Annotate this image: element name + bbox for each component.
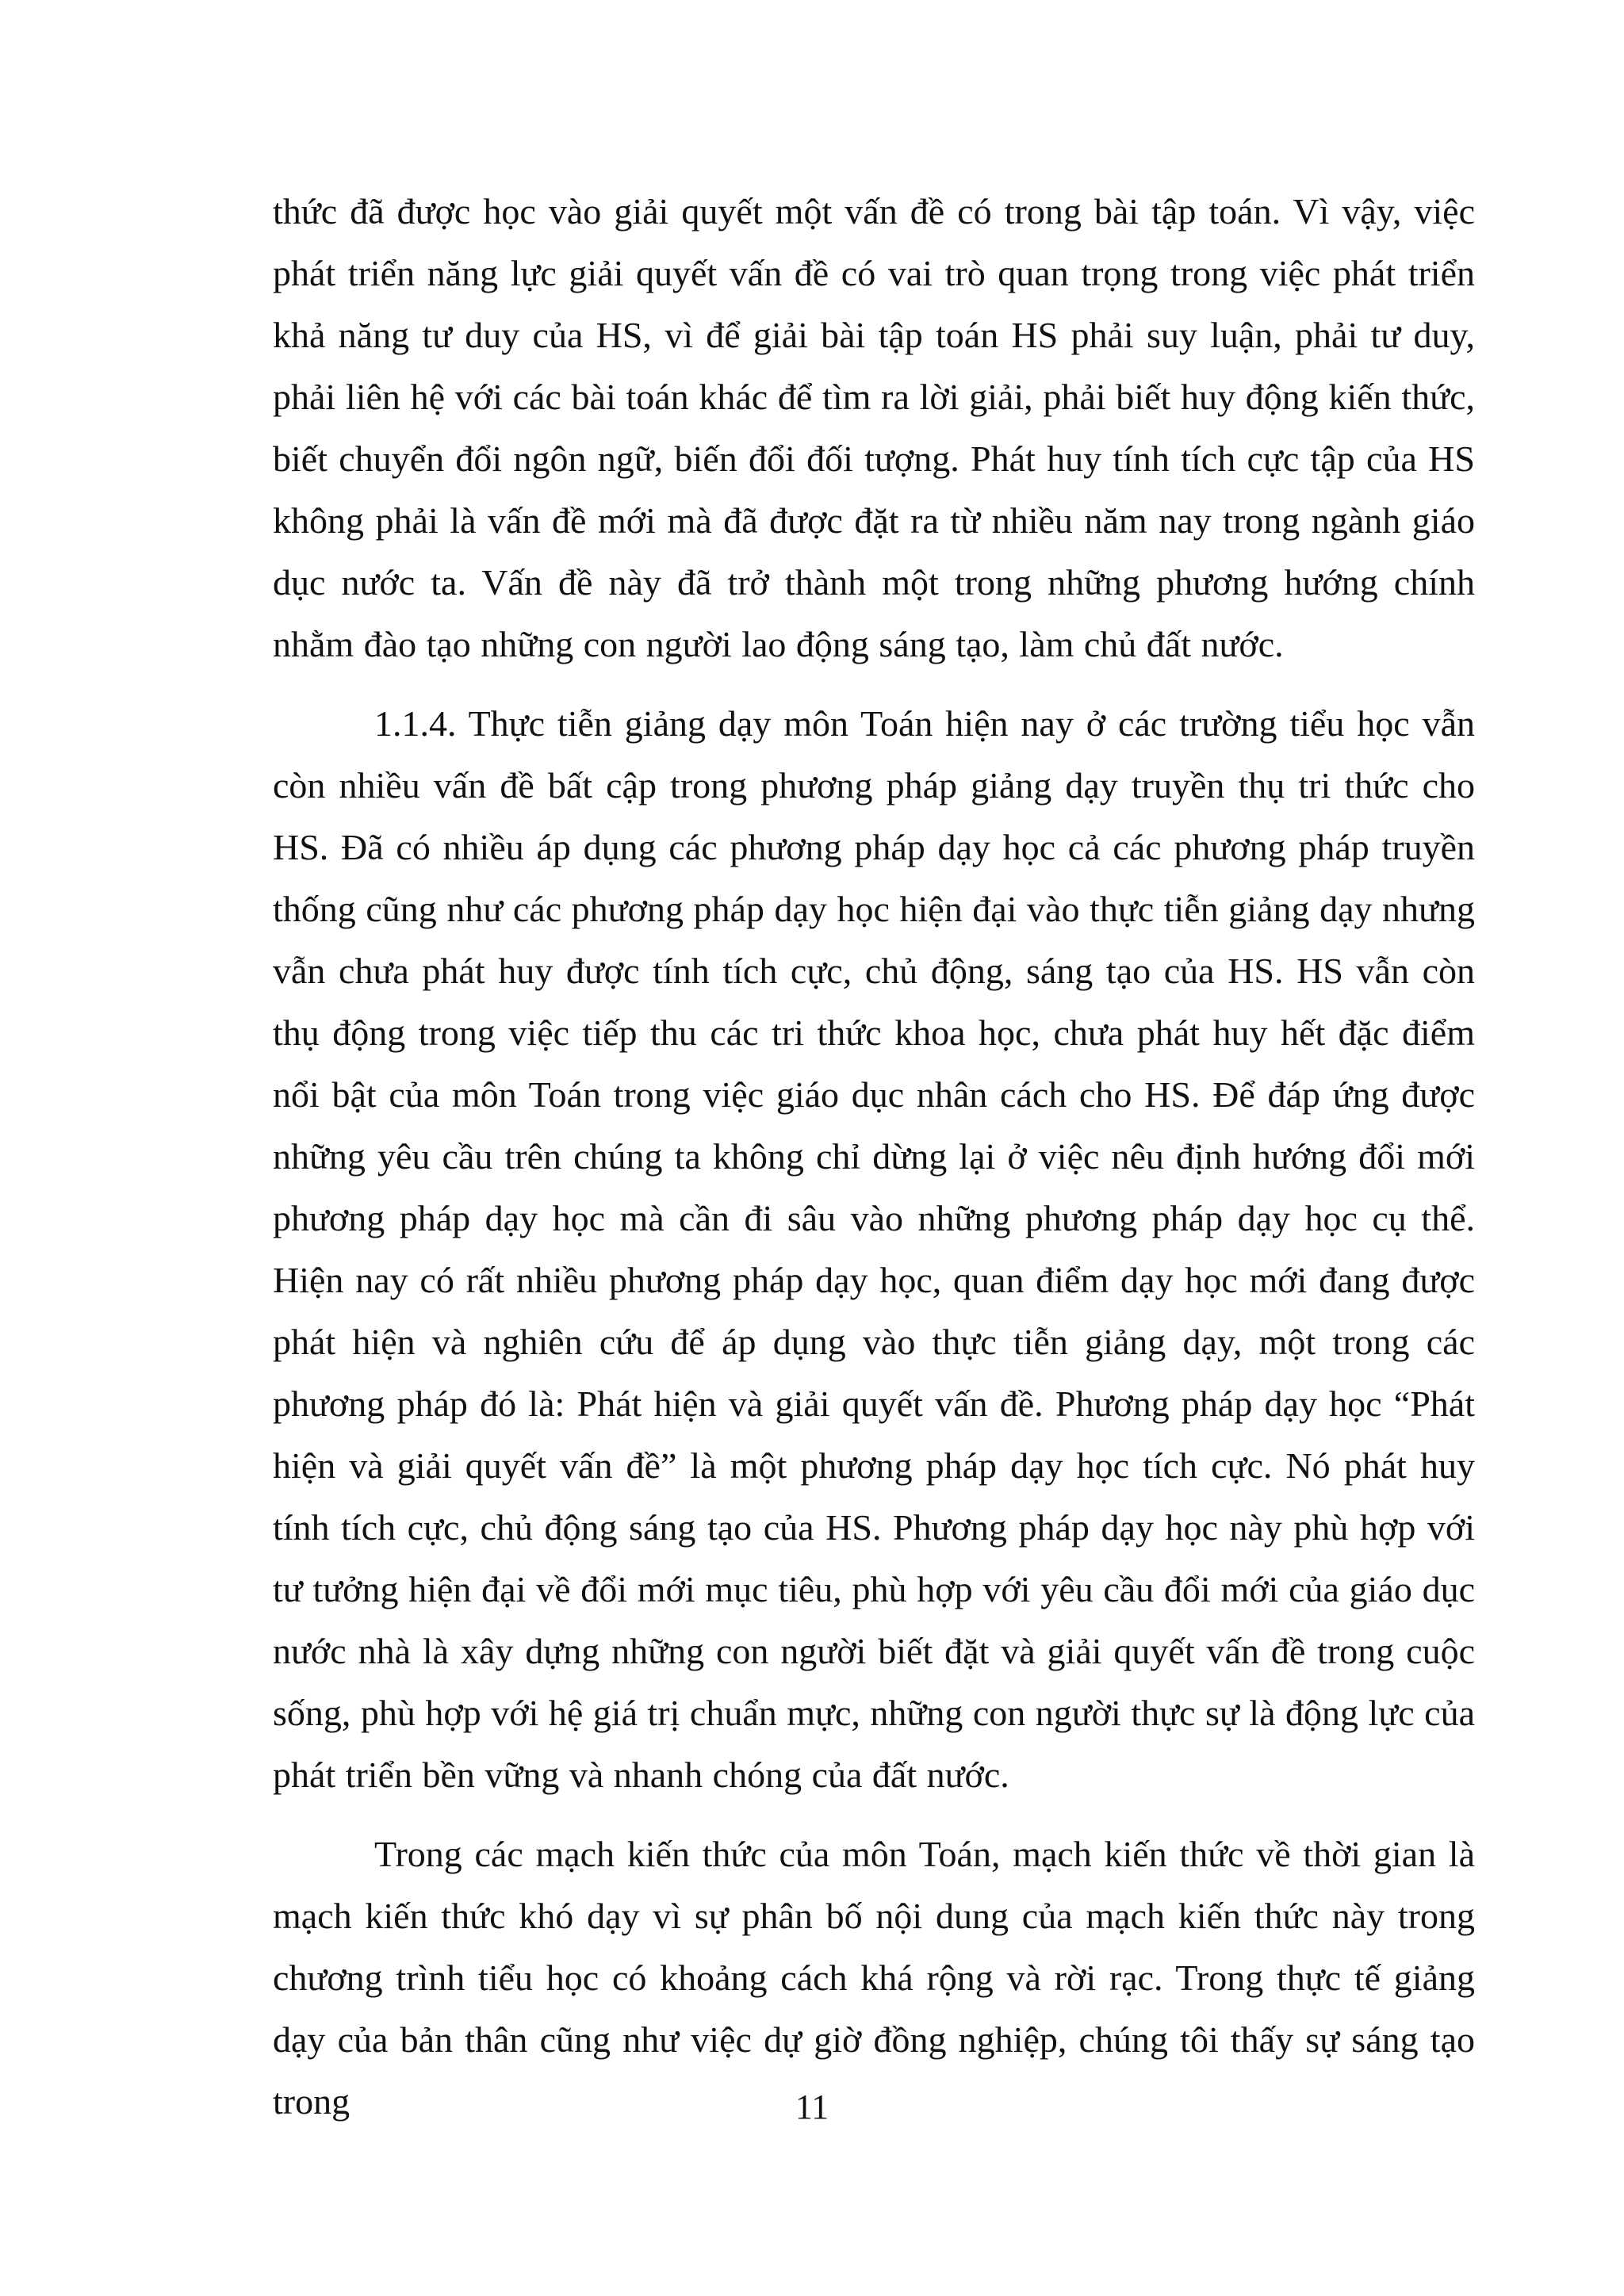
paragraph-section-1-1-4: 1.1.4. Thực tiễn giảng dạy môn Toán hiện nay ở các trường tiểu học vẫn còn nhiều vấn đề bất cập trong phương pháp giảng dạy truyền thụ tri thức cho HS. Đã có nhiều áp dụng các phương pháp dạy học cả các phương pháp truyền thống cũng như các phương pháp dạy học hiện đại vào thực tiễn giảng dạy nhưng vẫn chưa phát huy được tính tích cực, chủ động, sáng tạo của HS. HS vẫn còn thụ động trong việc tiếp thu các tri thức khoa học, chưa phát huy hết đặc điểm nổi bật của môn Toán trong việc giáo dục nhân cách cho HS. Để đáp ứng được những yêu cầu trên chúng ta không chỉ dừng lại ở việc nêu định hướng đổi mới phương pháp dạy học mà cần đi sâu vào những phương pháp dạy học cụ thể. Hiện nay có rất nhiều phương pháp dạy học, quan điểm dạy học mới đang được phát hiện và nghiên cứu để áp dụng vào thực tiễn giảng dạy, một trong các phương pháp đó là: Phát hiện và giải quyết vấn đề. Phương pháp dạy học “Phát hiện và giải quyết vấn đề” là một phương pháp dạy học tích cực. Nó phát huy tính tích cực, chủ động sáng tạo của HS. Phương pháp dạy học này phù hợp với tư tưởng hiện đại về đổi mới mục tiêu, phù hợp với yêu cầu đổi mới của giáo dục nước nhà là xây dựng những con người biết đặt và giải quyết vấn đề trong cuộc sống, phù hợp với hệ giá trị chuẩn mực, những con người thực sự là động lực của phát triển bền vững và nhanh chóng của đất nước. — [273, 703, 1475, 1795]
paragraph-time-knowledge: Trong các mạch kiến thức của môn Toán, mạch kiến thức về thời gian là mạch kiến thức khó dạy vì sự phân bố nội dung của mạch kiến thức này trong chương trình tiểu học có khoảng cách khá rộng và rời rạc. Trong thực tế giảng dạy của bản thân cũng như việc dự giờ đồng nghiệp, chúng tôi thấy sự sáng tạo trong — [273, 1834, 1475, 2122]
page-number: 11 — [795, 2087, 829, 2126]
paragraph-continuation: thức đã được học vào giải quyết một vấn đề có trong bài tập toán. Vì vậy, việc phát triển năng lực giải quyết vấn đề có vai trò quan trọng trong việc phát triển khả năng tư duy của HS, vì để giải bài tập toán HS phải suy luận, phải tư duy, phải liên hệ với các bài toán khác để tìm ra lời giải, phải biết huy động kiến thức, biết chuyển đổi ngôn ngữ, biến đổi đối tượng. Phát huy tính tích cực tập của HS không phải là vấn đề mới mà đã được đặt ra từ nhiều năm nay trong ngành giáo dục nước ta. Vấn đề này đã trở thành một trong những phương hướng chính nhằm đào tạo những con người lao động sáng tạo, làm chủ đất nước. — [273, 191, 1475, 664]
body-text — [273, 181, 1475, 2133]
